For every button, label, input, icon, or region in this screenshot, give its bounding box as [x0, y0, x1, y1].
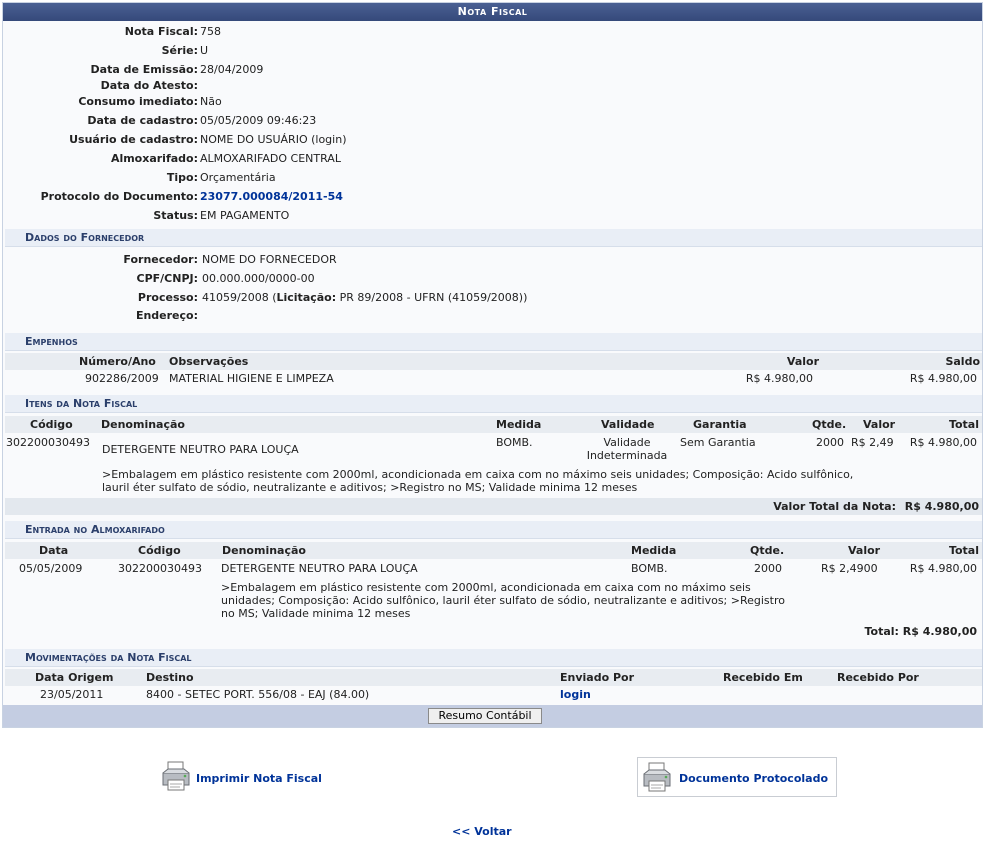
th-garantia: Garantia [693, 418, 747, 431]
label-tipo: Tipo: [166, 171, 198, 184]
item-descricao: >Embalagem em plástico resistente com 2000ml, acondicionada em caixa com no máximo seis unidades; Composição: Acido sulfônico, lauril éter sulfato de sódio, neutralizante e aditivos; >Registro no MS; Validade minima 12 meses [102, 468, 854, 494]
entrada-total-value: R$ 4.980,00 [902, 625, 977, 638]
label-processo: Processo: [137, 291, 198, 304]
label-data-emissao: Data de Emissão: [90, 63, 198, 76]
value-processo [202, 291, 527, 304]
section-empenhos: Empenhos [5, 333, 982, 351]
th-recebido-por: Recebido Por [837, 671, 919, 684]
th-medida: Medida [496, 418, 542, 431]
licitacao-label: Licitação: [276, 291, 337, 304]
voltar-link[interactable]: << Voltar [452, 825, 512, 838]
mov-destino: 8400 - SETEC PORT. 556/08 - EAJ (84.00) [146, 688, 370, 701]
item-qtde: 2000 [816, 436, 844, 449]
resumo-contabil-button[interactable]: Resumo Contábil [428, 708, 542, 724]
label-endereco: Endereço: [135, 309, 198, 322]
printer-icon [160, 760, 192, 792]
th-codigo-entrada: Código [138, 544, 181, 557]
section-fornecedor: Dados do Fornecedor [5, 229, 982, 247]
item-total: R$ 4.980,00 [909, 436, 977, 449]
th-data: Data [39, 544, 69, 557]
item-valor: R$ 2,49 [851, 436, 894, 449]
documento-protocolado-action[interactable] [637, 757, 837, 797]
section-itens: Itens da Nota Fiscal [5, 395, 982, 413]
empenho-valor: R$ 4.980,00 [745, 372, 813, 385]
th-codigo: Código [30, 418, 73, 431]
th-observacoes: Observações [169, 355, 249, 368]
th-valor: Valor [786, 355, 819, 368]
panel-footer [3, 705, 982, 727]
imprimir-nota-link[interactable]: Imprimir Nota Fiscal [196, 772, 322, 785]
value-nota-fiscal: 758 [200, 25, 221, 38]
value-status: EM PAGAMENTO [200, 209, 290, 222]
label-serie: Série: [161, 44, 198, 57]
th-qtde: Qtde. [812, 418, 847, 431]
empenho-saldo: R$ 4.980,00 [909, 372, 977, 385]
value-usuario: NOME DO USUÁRIO (login) [200, 133, 347, 146]
label-cpf: CPF/CNPJ: [136, 272, 198, 285]
value-data-emissao: 28/04/2009 [200, 63, 264, 76]
label-protocolo: Protocolo do Documento: [40, 190, 198, 203]
movimentacoes-header [5, 669, 982, 686]
entrada-total: R$ 4.980,00 [909, 562, 977, 575]
entrada-medida: BOMB. [631, 562, 668, 575]
entrada-data: 05/05/2009 [19, 562, 83, 575]
value-consumo: Não [200, 95, 222, 108]
valor-total-value: R$ 4.980,00 [904, 500, 979, 513]
entrada-denominacao: DETERGENTE NEUTRO PARA LOUÇA [221, 562, 418, 575]
th-qtde-entrada: Qtde. [750, 544, 785, 557]
value-almoxarifado: ALMOXARIFADO CENTRAL [200, 152, 341, 165]
processo-number: 41059/2008 ( [202, 291, 277, 304]
label-usuario: Usuário de cadastro: [69, 133, 198, 146]
entrada-total-label: Total: [864, 625, 899, 638]
th-total-entrada: Total [948, 544, 979, 557]
documento-protocolado-link[interactable]: Documento Protocolado [679, 772, 828, 785]
label-status: Status: [153, 209, 198, 222]
label-nota-fiscal: Nota Fiscal: [124, 25, 198, 38]
itens-total-bar [5, 498, 982, 515]
th-valor-entrada: Valor [848, 544, 881, 557]
protocolo-link[interactable]: 23077.000084/2011-54 [200, 190, 343, 203]
entrada-header [5, 542, 982, 559]
th-recebido-em: Recebido Em [723, 671, 803, 684]
label-consumo: Consumo imediato: [78, 95, 198, 108]
item-denominacao: DETERGENTE NEUTRO PARA LOUÇA [102, 443, 299, 456]
th-denominacao: Denominação [101, 418, 185, 431]
value-serie: U [200, 44, 209, 57]
item-codigo: 302200030493 [6, 436, 90, 449]
item-medida: BOMB. [496, 436, 533, 449]
label-data-atesto: Data do Atesto: [100, 79, 198, 92]
empenho-obs: MATERIAL HIGIENE E LIMPEZA [169, 372, 334, 385]
itens-header [5, 416, 982, 433]
empenhos-header [5, 353, 982, 370]
section-entrada: Entrada no Almoxarifado [5, 521, 982, 539]
label-almoxarifado: Almoxarifado: [110, 152, 198, 165]
th-valor-item: Valor [863, 418, 896, 431]
value-tipo: Orçamentária [200, 171, 276, 184]
th-saldo: Saldo [945, 355, 980, 368]
value-fornecedor: NOME DO FORNECEDOR [202, 253, 337, 266]
th-data-origem: Data Origem [35, 671, 114, 684]
printer-icon [641, 761, 673, 793]
value-data-cadastro: 05/05/2009 09:46:23 [200, 114, 317, 127]
th-destino: Destino [146, 671, 194, 684]
panel-caption: Nota Fiscal [3, 3, 982, 21]
item-validade: Validade Indeterminada [586, 436, 668, 462]
entrada-valor: R$ 2,4900 [821, 562, 878, 575]
entrada-codigo: 302200030493 [118, 562, 202, 575]
licitacao-value: PR 89/2008 - UFRN (41059/2008)) [336, 291, 528, 304]
entrada-total-line [864, 625, 977, 638]
th-medida-entrada: Medida [631, 544, 677, 557]
th-enviado-por: Enviado Por [560, 671, 635, 684]
nota-fiscal-panel [2, 2, 983, 728]
th-denominacao-entrada: Denominação [222, 544, 306, 557]
valor-total-label: Valor Total da Nota: [773, 500, 896, 513]
section-movimentacoes: Movimentações da Nota Fiscal [5, 649, 982, 667]
label-data-cadastro: Data de cadastro: [87, 114, 198, 127]
mov-enviado-link[interactable]: login [560, 688, 591, 701]
th-total: Total [948, 418, 979, 431]
entrada-qtde: 2000 [754, 562, 782, 575]
value-cpf: 00.000.000/0000-00 [202, 272, 315, 285]
empenho-numero: 902286/2009 [85, 372, 159, 385]
item-garantia: Sem Garantia [680, 436, 756, 449]
th-validade: Validade [601, 418, 655, 431]
mov-data: 23/05/2011 [40, 688, 104, 701]
th-numero-ano: Número/Ano [79, 355, 156, 368]
entrada-descricao: >Embalagem em plástico resistente com 2000ml, acondicionada em caixa com no máximo seis unidades; Composição: Acido sulfônico, lauril éter sulfato de sódio, neutralizante e aditivos; >Registro no MS; Validade minima 12 meses [221, 581, 785, 620]
label-fornecedor: Fornecedor: [123, 253, 198, 266]
